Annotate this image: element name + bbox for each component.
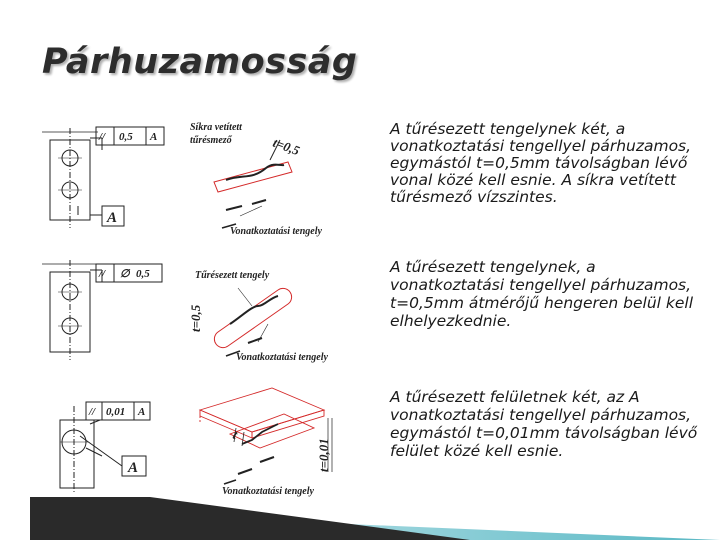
row1-frame-datum: A [150, 131, 158, 143]
row3-label-axis: Vonatkoztatási tengely [222, 486, 314, 497]
description-2: A tűrésezett tengelynek, a vonatkoztatási tengellyel párhuzamos, t=0,5mm átmérőjű hengeren belül kell elhelyezkednie. [390, 258, 694, 330]
row2-frame-symbol: // [99, 268, 106, 280]
row3-frame-datum: A [138, 406, 146, 418]
row2-frame-diameter: ∅ [120, 268, 130, 280]
description-1: A tűrésezett tengelynek két, a vonatkoztatási tengellyel párhuzamos, egymástól t=0,5mm távolságban lévő vonal közé kell esnie. A síkra vetített tűrésmező vízszintes. [390, 120, 692, 206]
row1-zone [214, 140, 292, 228]
row2-label-t: t=0,5 [188, 304, 203, 332]
row1-datum-label: A [107, 210, 118, 226]
row1-label-axis: Vonatkoztatási tengely [230, 226, 322, 237]
row3-label-t: t=0,01 [316, 438, 331, 472]
row3-datum-label: A [128, 460, 139, 476]
row1-frame-value: 0,5 [119, 131, 133, 143]
row1-label-t: t=0,5 [270, 134, 302, 159]
description-3: A tűrésezett felületnek két, az A vonatkoztatási tengellyel párhuzamos, egymástól t=0,01mm távolságban lévő felület közé kell esnie. [390, 388, 698, 460]
slide-title: Párhuzamosság [42, 42, 358, 82]
row1-frame-symbol: // [99, 131, 106, 143]
row3-zone [200, 388, 324, 448]
row3-label-t-small: t [230, 426, 240, 443]
row2-zone [214, 288, 291, 356]
row3-drawing [60, 402, 150, 494]
row1-label-zone-1: Síkra vetített [190, 122, 242, 133]
row3-frame-symbol: // [89, 406, 96, 418]
row2-frame-value: 0,5 [136, 268, 150, 280]
tolerance-figure [30, 110, 380, 500]
row1-label-zone-2: tűrésmező [190, 135, 232, 146]
decorative-bottom-band [0, 497, 720, 540]
row2-label-axis: Vonatkoztatási tengely [236, 352, 328, 363]
row2-label-toleranced: Tűrésezett tengely [195, 270, 270, 281]
row3-frame-value: 0,01 [106, 406, 126, 418]
